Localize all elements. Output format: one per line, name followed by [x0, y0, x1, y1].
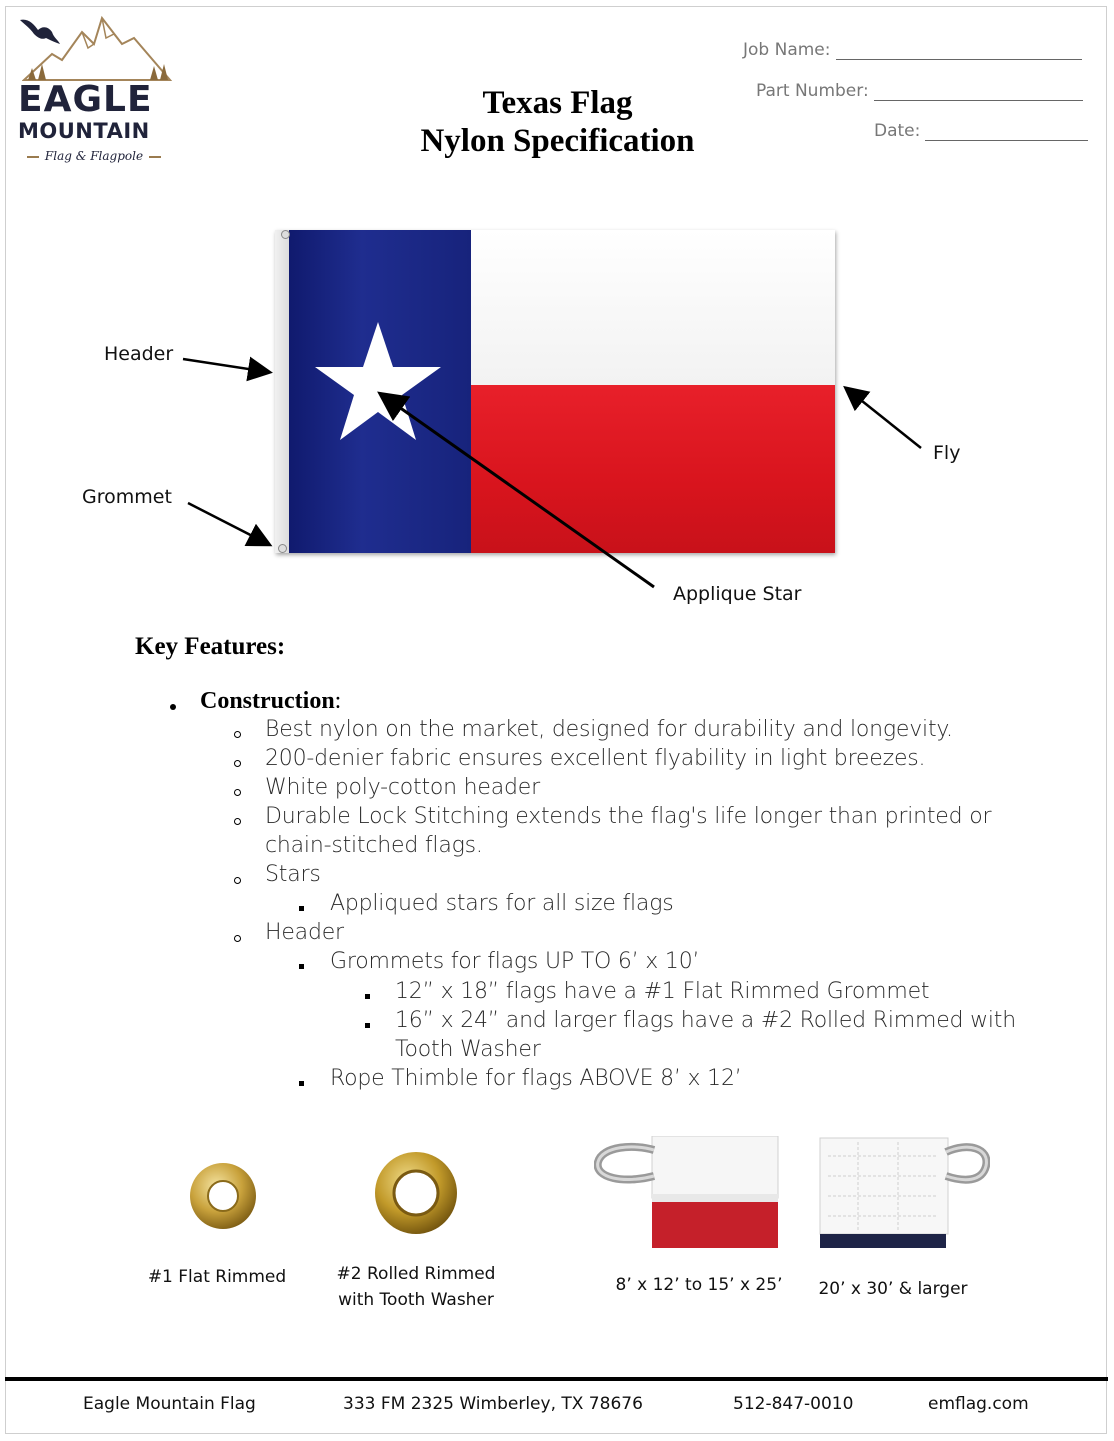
job-name-label: Job Name:: [743, 40, 831, 60]
bullet-square: [299, 906, 304, 911]
applique-star-callout: Applique Star: [673, 583, 802, 605]
flat-rimmed-grommet-icon: [188, 1161, 258, 1231]
rope-thimble-large-icon: [818, 1136, 990, 1250]
feature-subitem: Grommets for flags UP TO 6’ x 10’: [330, 949, 700, 974]
rolled-rimmed-grommet-icon: [373, 1150, 459, 1236]
footer-company: Eagle Mountain Flag: [83, 1394, 256, 1414]
bullet-circle: [234, 877, 241, 884]
grommet-arrow: [188, 503, 268, 544]
rolled-rimmed-label-line-2: with Tooth Washer: [338, 1290, 494, 1310]
title-line-2: Nylon Specification: [420, 123, 695, 159]
footer-address: 333 FM 2325 Wimberley, TX 78676: [343, 1394, 643, 1414]
bullet-dot: [170, 704, 176, 710]
logo-word-eagle: EAGLE: [18, 79, 153, 120]
fly-arrow: [847, 389, 921, 448]
feature-item: Header: [265, 920, 344, 945]
star-arrow: [382, 395, 654, 587]
feature-subitem: Rope Thimble for flags ABOVE 8’ x 12’: [330, 1066, 742, 1091]
bullet-circle: [234, 935, 241, 942]
feature-item: 200-denier fabric ensures excellent flyability in light breezes.: [265, 746, 926, 771]
logo-tagline-text: Flag & Flagpole: [44, 149, 144, 163]
feature-subsubitem: 16” x 24” and larger flags have a #2 Rolled Rimmed with: [395, 1008, 1016, 1033]
rolled-rimmed-label-line-1: #2 Rolled Rimmed: [336, 1264, 496, 1284]
thimble-small-label: 8’ x 12’ to 15’ x 25’: [615, 1275, 783, 1295]
title-line-1: Texas Flag: [482, 85, 633, 121]
logo-word-mountain: MOUNTAIN: [18, 119, 150, 143]
flat-rimmed-label: #1 Flat Rimmed: [147, 1267, 287, 1287]
bullet-circle: [234, 731, 241, 738]
construction-colon: :: [334, 688, 342, 714]
bullet-square: [365, 994, 370, 999]
key-features-heading: Key Features:: [135, 633, 286, 660]
date-label: Date:: [874, 121, 921, 141]
grommet-callout: Grommet: [82, 486, 172, 508]
feature-item: White poly-cotton header: [265, 775, 540, 800]
callout-arrows: [0, 0, 1114, 640]
rope-thimble-small-icon: [594, 1136, 780, 1250]
bullet-circle: [234, 789, 241, 796]
fly-callout: Fly: [933, 442, 961, 464]
bullet-square: [299, 1081, 304, 1086]
bullet-square: [299, 964, 304, 969]
bullet-circle: [234, 760, 241, 767]
rolled-rimmed-label: [316, 1261, 516, 1313]
bullet-square: [365, 1023, 370, 1028]
thimble-large-label: 20’ x 30’ & larger: [818, 1279, 968, 1299]
bullet-circle: [234, 818, 241, 825]
feature-item: Stars: [265, 862, 321, 887]
feature-subsubitem-continued: Tooth Washer: [395, 1037, 541, 1062]
feature-item: Durable Lock Stitching extends the flag's life longer than printed or: [265, 804, 992, 829]
feature-item: Best nylon on the market, designed for durability and longevity.: [265, 717, 953, 742]
feature-subsubitem: 12” x 18” flags have a #1 Flat Rimmed Grommet: [395, 979, 930, 1004]
construction-heading: [200, 688, 341, 715]
footer-website[interactable]: emflag.com: [928, 1394, 1029, 1414]
header-arrow: [183, 359, 268, 372]
construction-label: Construction: [200, 688, 335, 714]
feature-item-continued: chain-stitched flags.: [265, 833, 483, 858]
footer-phone: 512-847-0010: [733, 1394, 854, 1414]
feature-subitem: Appliqued stars for all size flags: [330, 891, 674, 916]
part-number-label: Part Number:: [756, 81, 869, 101]
footer-divider: [5, 1377, 1108, 1381]
header-callout: Header: [104, 343, 174, 365]
